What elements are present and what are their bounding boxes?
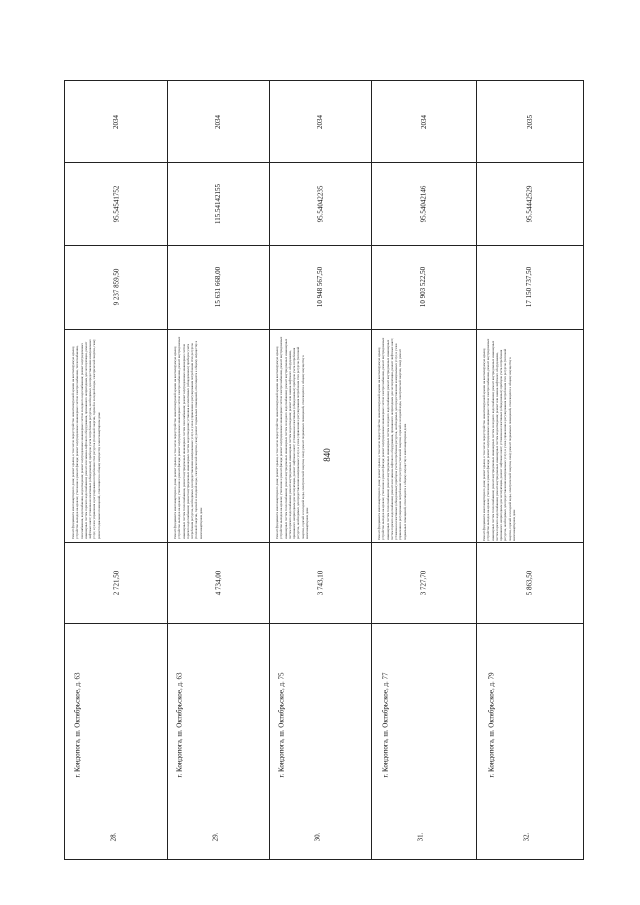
- year-value: 2034: [316, 114, 324, 129]
- cost-value: 17 150 737,50: [525, 266, 534, 308]
- year-value: 2034: [112, 114, 120, 129]
- description-cell: Ремонт фундамента многоквартирного дома; ремонт крыши, в том числе переустройство невентилируемой крыши на вентилируемую крышу, устройство выходов на кровлю; утепление и ремонт фасада; ремонт внутридомовых инженерных систем электроснабжения, ремонт внутридомовых инженерных систем теплоснабжения; ремонт внутридомовых инженерных систем холодного водоснабжения; ремонт внутридомовых инженерных систем горячего водоснабжения; ремонт внутридомовых инженерных систем водоотведения; ремонт или замена лифтового оборудования, признанного непригодным для эксплуатации, ремонт лифтовых шахт; установка коллективных (общедомовых) приборов учета потребления ресурсов, необходимых для предоставления коммунальных услуг, и узлов управления и регулирования потребления этих ресурсов (тепловой энергии, горячей и холодной воды, электрической энергии, газа); ремонт подвальных помещений, относящихся к общему имуществу в многоквартирном доме: [482, 338, 517, 541]
- area-value: 3 727,70: [419, 570, 428, 595]
- year-value: 2034: [419, 114, 428, 129]
- row-number: 29.: [211, 832, 220, 842]
- code-cell: [167, 162, 269, 245]
- description-cell: Ремонт фундамента многоквартирного дома; ремонт крыши, в том числе переустройство невентилируемой крыши на вентилируемую крышу, устройство выходов на кровлю; утепление и ремонт фасада; ремонт внутридомовых инженерных систем электроснабжения, ремонт внутридомовых инженерных систем теплоснабжения; ремонт внутридомовых инженерных систем холодного водоснабжения; ремонт внутридомовых инженерных систем горячего водоснабжения; ремонт внутридомовых инженерных систем водоотведения; ремонт или замена лифтового оборудования, признанного непригодным для эксплуатации, ремонт лифтовых шахт; установка коллективных (общедомовых) приборов учета потребления ресурсов, необходимых для предоставления коммунальных услуг, и узлов управления и регулирования потребления этих ресурсов (тепловой энергии, горячей и холодной воды, электрической энергии, газа); ремонт подвальных помещений, относящихся к общему имуществу в многоквартирном доме: [275, 336, 310, 539]
- table-row: [65, 623, 167, 860]
- table-row: [269, 623, 371, 860]
- area-cell: [476, 542, 583, 623]
- row-address: г. Кондопога, ш. Октябрьское, д. 79: [487, 672, 496, 778]
- cost-cell: [269, 245, 371, 329]
- row-address: г. Кондопога, ш. Октябрьское, д. 75: [277, 672, 286, 778]
- area-value: 4 734,00: [214, 570, 222, 595]
- description-cell: Ремонт фундамента многоквартирного дома; ремонт крыши, в том числе переустройство невентилируемой крыши на вентилируемую крышу, устройство выходов на кровлю; утепление и ремонт фасада; ремонт внутридомовых инженерных систем электроснабжения, ремонт внутридомовых инженерных систем теплоснабжения; ремонт внутридомовых инженерных систем холодного водоснабжения; ремонт внутридомовых инженерных систем горячего водоснабжения; ремонт или замена лифтового оборудования, признанного непригодным для эксплуатации, ремонт лифтовых шахт; установка коллективных (общедомовых) приборов учета потребления ресурсов, необходимых для предоставления коммунальных услуг, и узлов управления и регулирования потребления этих ресурсов (тепловой энергии, горячей и холодной воды, электрической энергии, газа); ремонт подвальных помещений, относящихся к общему имуществу в многоквартирном доме: [377, 337, 407, 540]
- cost-cell: [65, 245, 167, 329]
- row-address: г. Кондопога, ш. Октябрьское, д. 63: [175, 672, 184, 778]
- row-address: г. Кондопога, ш. Октябрьское, д. 63: [73, 672, 82, 778]
- cost-cell: [167, 245, 269, 329]
- area-cell: [65, 542, 167, 623]
- cost-value: 10 903 522,50: [419, 266, 428, 308]
- cost-cell: [476, 245, 583, 329]
- code-value: 95.54042235: [316, 185, 324, 222]
- row-number: 30.: [313, 832, 322, 842]
- area-cell: [269, 542, 371, 623]
- cost-value: 10 948 567,50: [316, 266, 324, 308]
- rotated-table: [64, 80, 584, 860]
- year-cell: [371, 81, 476, 162]
- area-cell: [167, 542, 269, 623]
- column-divider: [65, 329, 583, 330]
- description-cell: Ремонт фундамента многоквартирного дома; ремонт крыши, в том числе переустройство невентилируемой крыши на вентилируемую крышу, устройство выходов на кровлю; утепление и ремонт фасада; ремонт внутридомовых инженерных систем электроснабжения, теплоснабжения, газоснабжения, водоснабжения, водоотведения; ремонт внутридомовых инженерных систем холодного водоснабжения; ремонт внутридомовых инженерных систем горячего водоснабжения; ремонт или замена лифтового оборудования, признанного непригодным для эксплуатации, ремонт лифтовых шахт; установка коллективных (общедомовых) приборов учета потребления ресурсов, необходимых для предоставления коммунальных услуг, и узлов управления и регулирования потребления этих ресурсов (тепловой энергии, горячей и холодной воды, электрической энергии, газа); ремонт подвальных помещений, относящихся к общему имуществу в многоквартирном доме: [71, 339, 101, 539]
- area-value: 3 743,10: [316, 570, 324, 595]
- year-cell: [65, 81, 167, 162]
- row-number: 31.: [416, 832, 425, 842]
- code-value: 115.54142155: [214, 183, 222, 224]
- table-row: [371, 623, 476, 860]
- table-row: [476, 623, 583, 860]
- cost-value: 9 237 859,50: [112, 268, 120, 306]
- year-cell: [476, 81, 583, 162]
- cost-cell: [371, 245, 476, 329]
- area-value: 2 721,50: [112, 570, 120, 595]
- code-cell: [65, 162, 167, 245]
- cost-value: 15 631 668,00: [214, 266, 222, 308]
- code-cell: [476, 162, 583, 245]
- year-value: 2034: [214, 114, 222, 129]
- area-value: 5 863,50: [525, 570, 534, 595]
- row-number: 32.: [522, 832, 531, 842]
- code-cell: [371, 162, 476, 245]
- year-cell: [167, 81, 269, 162]
- code-value: 95.54541752: [112, 185, 120, 222]
- year-cell: [269, 81, 371, 162]
- code-cell: [269, 162, 371, 245]
- row-number: 28.: [109, 832, 118, 842]
- code-value: 95.54442529: [525, 185, 534, 222]
- row-address: г. Кондопога, ш. Октябрьское, д. 77: [381, 672, 390, 778]
- description-cell: Ремонт фундамента многоквартирного дома; ремонт крыши, в том числе переустройство невентилируемой крыши на вентилируемую крышу, устройство выходов на кровлю; утепление и ремонт фасада; ремонт внутридомовых инженерных систем электроснабжения, ремонт внутридомовых инженерных систем теплоснабжения, ремонт внутридомовых инженерных систем газоснабжения; ремонт внутридомовых инженерных систем горячего водоснабжения; ремонт внутридомовых инженерных систем водоотведения; установка коллективных (общедомовых) приборов учета потребления ресурсов, необходимых для предоставления коммунальных услуг, и узлов управления и регулирования потребления этих ресурсов (тепловой энергии, горячей и холодной воды, электрической энергии, газа); ремонт подвальных помещений, относящихся к общему имуществу в многоквартирном доме: [173, 336, 203, 539]
- area-cell: [371, 542, 476, 623]
- table-row: [167, 623, 269, 860]
- year-value: 2035: [525, 114, 534, 129]
- code-value: 95.54042146: [419, 185, 428, 222]
- page-number: 840: [322, 448, 332, 462]
